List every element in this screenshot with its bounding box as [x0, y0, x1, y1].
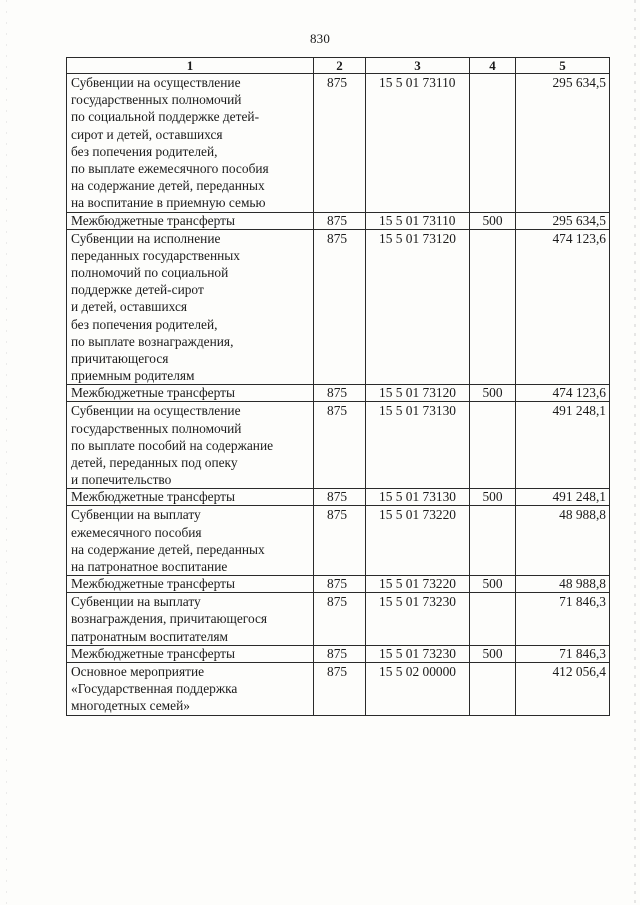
header-col-name: 1 [67, 58, 314, 74]
row-code: 15 5 01 73230 [366, 645, 470, 662]
row-name: Основное мероприятие «Государственная поддержка многодетных семей» [67, 662, 314, 715]
row-dept: 875 [314, 229, 366, 385]
budget-table [66, 57, 610, 716]
header-col-type: 4 [470, 58, 516, 74]
row-sum: 295 634,5 [516, 212, 610, 229]
table-row [67, 662, 610, 715]
table-row [67, 385, 610, 402]
table-row [67, 402, 610, 489]
row-dept: 875 [314, 645, 366, 662]
row-type: 500 [470, 489, 516, 506]
row-type [470, 402, 516, 489]
table-row [67, 229, 610, 385]
row-sum: 71 846,3 [516, 593, 610, 646]
page-number: 830 [309, 31, 331, 46]
row-code: 15 5 01 73110 [366, 74, 470, 213]
table-row [67, 212, 610, 229]
header-col-code: 3 [366, 58, 470, 74]
row-name: Межбюджетные трансферты [67, 489, 314, 506]
header-col-sum: 5 [516, 58, 610, 74]
table-row [67, 645, 610, 662]
row-code: 15 5 01 73130 [366, 489, 470, 506]
row-dept: 875 [314, 212, 366, 229]
row-type [470, 662, 516, 715]
row-name: Субвенции на исполнение переданных государственных полномочий по социальной поддержке детей-сирот и детей, оставшихся без попечения родителей, по выплате вознаграждения, причитающегося приемным родителям [67, 229, 314, 385]
row-dept: 875 [314, 662, 366, 715]
row-code: 15 5 01 73120 [366, 385, 470, 402]
row-code: 15 5 01 73220 [366, 576, 470, 593]
header-row [67, 58, 610, 74]
table-row [67, 489, 610, 506]
scan-edge-right [634, 0, 636, 905]
row-code: 15 5 01 73120 [366, 229, 470, 385]
row-name: Субвенции на осуществление государственных полномочий по социальной поддержке детей- сирот и детей, оставшихся без попечения родителей, по выплате ежемесячного пособия на содержание детей, переданных на воспитание в приемную семью [67, 74, 314, 213]
scan-edge-left [6, 0, 7, 905]
table-row [67, 593, 610, 646]
row-sum: 412 056,4 [516, 662, 610, 715]
row-type: 500 [470, 645, 516, 662]
row-dept: 875 [314, 576, 366, 593]
row-code: 15 5 01 73230 [366, 593, 470, 646]
row-type [470, 74, 516, 213]
row-name: Субвенции на выплату ежемесячного пособия на содержание детей, переданных на патронатное воспитание [67, 506, 314, 576]
row-dept: 875 [314, 506, 366, 576]
row-sum: 295 634,5 [516, 74, 610, 213]
table-row [67, 74, 610, 213]
table-row [67, 576, 610, 593]
row-type [470, 593, 516, 646]
row-type: 500 [470, 385, 516, 402]
row-code: 15 5 02 00000 [366, 662, 470, 715]
row-type [470, 506, 516, 576]
row-code: 15 5 01 73220 [366, 506, 470, 576]
row-sum: 48 988,8 [516, 506, 610, 576]
row-name: Субвенции на выплату вознаграждения, причитающегося патронатным воспитателям [67, 593, 314, 646]
row-sum: 48 988,8 [516, 576, 610, 593]
row-sum: 474 123,6 [516, 229, 610, 385]
table-header [67, 58, 610, 74]
row-dept: 875 [314, 385, 366, 402]
row-dept: 875 [314, 402, 366, 489]
row-dept: 875 [314, 489, 366, 506]
row-sum: 71 846,3 [516, 645, 610, 662]
row-dept: 875 [314, 593, 366, 646]
row-type [470, 229, 516, 385]
row-name: Межбюджетные трансферты [67, 645, 314, 662]
row-code: 15 5 01 73110 [366, 212, 470, 229]
row-sum: 474 123,6 [516, 385, 610, 402]
row-name: Межбюджетные трансферты [67, 576, 314, 593]
row-type: 500 [470, 212, 516, 229]
row-sum: 491 248,1 [516, 489, 610, 506]
row-sum: 491 248,1 [516, 402, 610, 489]
row-name: Субвенции на осуществление государственных полномочий по выплате пособий на содержание детей, переданных под опеку и попечительство [67, 402, 314, 489]
row-dept: 875 [314, 74, 366, 213]
row-type: 500 [470, 576, 516, 593]
row-name: Межбюджетные трансферты [67, 385, 314, 402]
table-body [67, 74, 610, 716]
row-code: 15 5 01 73130 [366, 402, 470, 489]
row-name: Межбюджетные трансферты [67, 212, 314, 229]
table-row [67, 506, 610, 576]
header-col-dept: 2 [314, 58, 366, 74]
